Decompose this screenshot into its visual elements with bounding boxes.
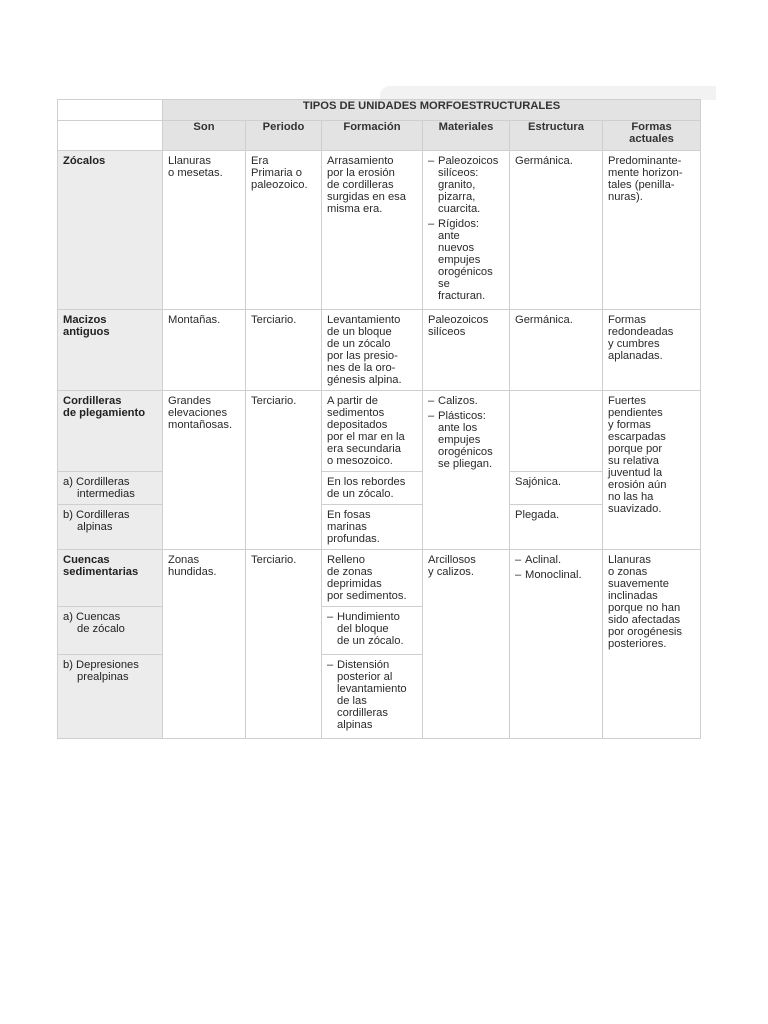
cell-text: Levantamiento de un bloque de un zócalo por las presio- nes de la oro- génesis alpina. [327,314,402,386]
row-label: a) Cordilleras intermedias [63,476,135,500]
cell-text: Paleozoicos silíceos [428,314,489,338]
list-item: – Hundimiento del bloque de un zócalo. [327,611,417,647]
row-header-cordilleras-intermedias [58,472,163,505]
cell-periodo [246,151,322,310]
cell-materiales [423,310,510,391]
cell-text: Sajónica. [515,476,562,488]
cell-periodo [246,391,322,550]
cell-formacion [322,391,423,472]
cell-text: Montañas. [168,314,221,326]
table-row [58,391,701,472]
row-label: b) Cordilleras alpinas [63,509,130,533]
cell-formacion [322,607,423,655]
header-periodo: Periodo [246,121,322,151]
cell-son [163,310,246,391]
cell-materiales [423,550,510,739]
row-label: Zócalos [63,155,106,167]
cell-formacion [322,151,423,310]
cell-formacion [322,310,423,391]
list-item: – Aclinal. [515,554,597,566]
row-header-depresiones-prealpinas [58,655,163,739]
row-label: Cuencas sedimentarias [63,554,139,578]
list-item: – Distensión posterior al levantamiento de las cordilleras alpinas [327,659,417,731]
cell-text: En los rebordes de un zócalo. [327,476,406,500]
cell-text: Llanuras o mesetas. [168,155,223,179]
formation-list [327,659,417,731]
cell-formas [603,151,701,310]
cell-text: Terciario. [251,554,297,566]
cell-formacion [322,550,423,607]
row-header-cuencas-zocalo [58,607,163,655]
cell-text: Zonas hundidas. [168,554,217,578]
materials-list [428,395,504,470]
cell-text: Llanuras o zonas suavemente inclinadas porque no han sido afectadas por orogénesis posteriores. [608,554,683,650]
formation-list [327,611,417,647]
cell-formacion [322,505,423,550]
cell-text: Predominante- mente horizon- tales (penilla- nuras). [608,155,683,203]
header-formas-actuales: Formas actuales [603,121,701,151]
table-row [58,310,701,391]
cell-son [163,151,246,310]
table-row [58,151,701,310]
cell-text: En fosas marinas profundas. [327,509,380,545]
cell-estructura [510,550,603,739]
cell-text: Formas redondeadas y cumbres aplanadas. [608,314,674,362]
row-label: a) Cuencas de zócalo [63,611,125,635]
row-label: b) Depresiones prealpinas [63,659,139,683]
list-item: – Calizos. [428,395,504,407]
morphostructural-table [57,99,701,739]
cell-estructura [510,505,603,550]
header-formacion: Formación [322,121,423,151]
cell-text: Terciario. [251,314,297,326]
header-materiales: Materiales [423,121,510,151]
row-header-zocalos [58,151,163,310]
cell-periodo [246,550,322,739]
table-row [58,550,701,607]
row-header-cordilleras-alpinas [58,505,163,550]
cell-periodo [246,310,322,391]
row-header-macizos [58,310,163,391]
list-item: – Rígidos: ante nuevos empujes orogénicos se fracturan. [428,218,504,302]
cell-formas [603,310,701,391]
cell-son [163,391,246,550]
row-label: Cordilleras de plegamiento [63,395,146,419]
cell-formas [603,550,701,739]
cell-formacion [322,472,423,505]
cell-estructura [510,472,603,505]
cell-formas [603,391,701,550]
cell-text: Terciario. [251,395,297,407]
corner-blank [58,121,163,151]
cell-formacion [322,655,423,739]
table-title: TIPOS DE UNIDADES MORFOESTRUCTURALES [163,100,701,121]
materials-list [428,155,504,302]
corner-blank [58,100,163,121]
cell-text: Germánica. [515,155,573,167]
cell-text: Era Primaria o paleozoico. [251,155,308,191]
cell-materiales [423,151,510,310]
cell-text: Plegada. [515,509,560,521]
cell-text: Arrasamiento por la erosión de cordilleras surgidas en esa misma era. [327,155,406,215]
cell-son [163,550,246,739]
structure-list [515,554,597,581]
list-item: – Plásticos: ante los empujes orogénicos se pliegan. [428,410,504,470]
cell-estructura [510,151,603,310]
row-label: Macizos antiguos [63,314,110,338]
list-item: – Monoclinal. [515,569,597,581]
cell-text: Relleno de zonas deprimidas por sedimentos. [327,554,407,602]
row-header-cordilleras [58,391,163,472]
row-header-cuencas [58,550,163,607]
cell-text: A partir de sedimentos depositados por el mar en la era secundaria o mesozoico. [327,395,405,467]
cell-estructura [510,391,603,472]
header-son: Son [163,121,246,151]
cell-materiales [423,391,510,550]
list-item: – Paleozoicos silíceos: granito, pizarra, cuarcita. [428,155,504,215]
cell-text: Arcillosos y calizos. [428,554,476,578]
cell-text: Grandes elevaciones montañosas. [168,395,233,431]
page-tab-decoration [380,86,716,100]
cell-text: Fuertes pendientes y formas escarpadas porque por su relativa juventud la erosión aún no las ha suavizado. [608,395,667,515]
cell-text: Germánica. [515,314,573,326]
header-estructura: Estructura [510,121,603,151]
cell-estructura [510,310,603,391]
